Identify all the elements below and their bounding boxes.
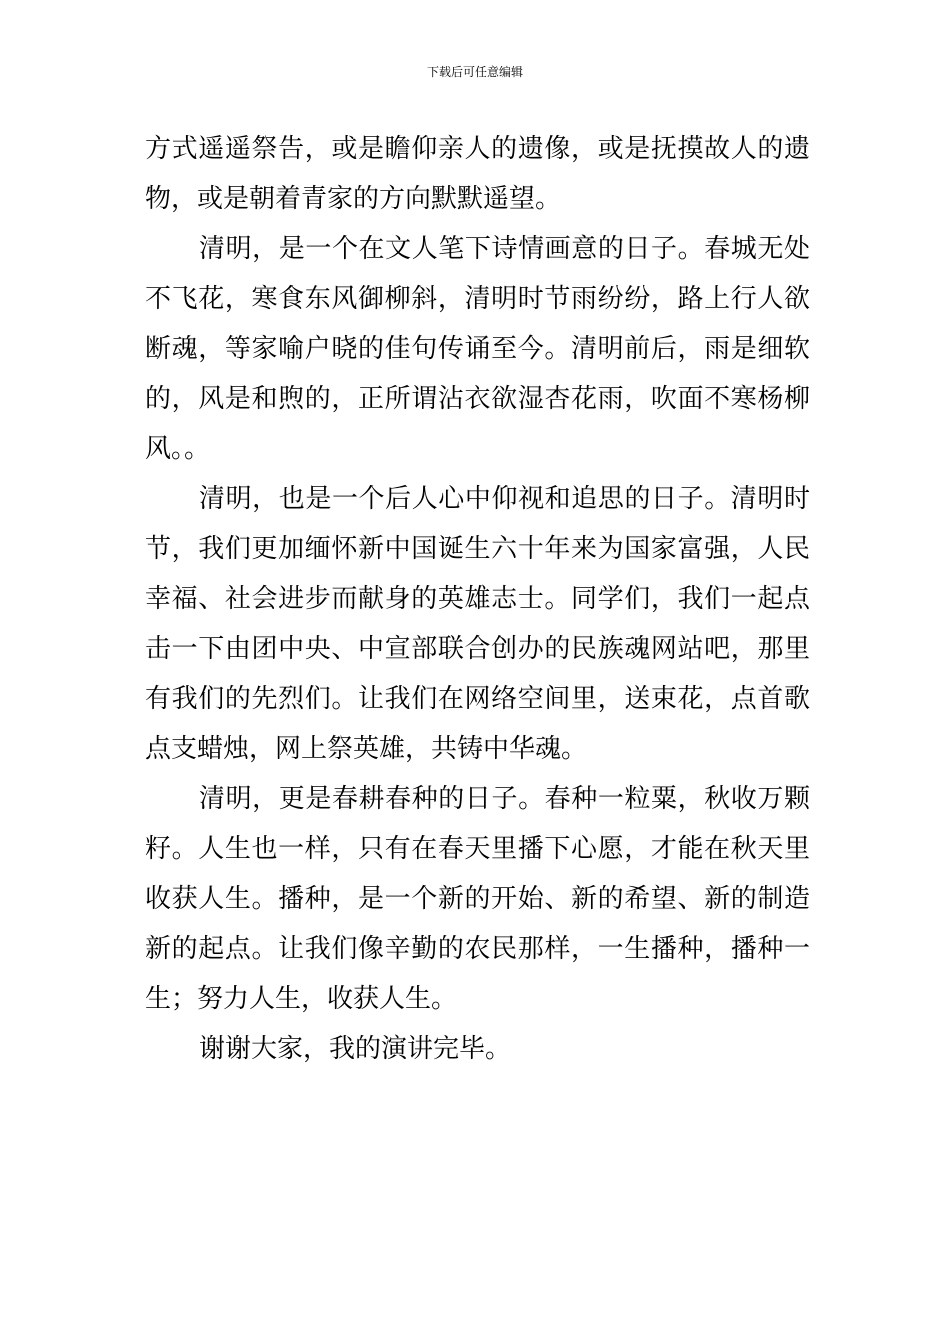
text-line: 不飞花，寒食东风御柳斜，清明时节雨纷纷，路上行人欲	[145, 284, 810, 314]
text-line: 方式遥遥祭告，或是瞻仰亲人的遗像，或是抚摸故人的遗	[145, 134, 810, 164]
text-line: 幸福、社会进步而献身的英雄志士。同学们，我们一起点	[145, 584, 810, 614]
text-line: 清明，更是春耕春种的日子。春种一粒粟，秋收万颗	[199, 784, 810, 814]
text-line: 谢谢大家，我的演讲完毕。	[199, 1034, 512, 1064]
text-line: 清明，也是一个后人心中仰视和追思的日子。清明时	[199, 484, 810, 514]
text-line: 清明，是一个在文人笔下诗情画意的日子。春城无处	[199, 234, 810, 264]
text-line: 新的起点。让我们像辛勤的农民那样，一生播种，播种一	[145, 934, 810, 964]
text-line: 的，风是和煦的，正所谓沾衣欲湿杏花雨，吹面不寒杨柳	[145, 384, 810, 414]
text-line: 有我们的先烈们。让我们在网络空间里，送束花，点首歌	[145, 684, 810, 714]
text-line: 风。。	[145, 434, 211, 464]
text-line: 籽。人生也一样，只有在春天里播下心愿，才能在秋天里	[145, 834, 810, 864]
text-line: 收获人生。播种，是一个新的开始、新的希望、新的制造	[145, 884, 810, 914]
text-line: 物，或是朝着青家的方向默默遥望。	[145, 184, 562, 214]
text-line: 击一下由团中央、中宣部联合创办的民族魂网站吧，那里	[145, 634, 810, 664]
text-line: 节，我们更加缅怀新中国诞生六十年来为国家富强，人民	[145, 534, 810, 564]
text-line: 断魂，等家喻户晓的佳句传诵至今。清明前后，雨是细软	[145, 334, 810, 364]
text-line: 生；努力人生，收获人生。	[145, 984, 458, 1014]
text-line: 点支蜡烛，网上祭英雄，共铸中华魂。	[145, 734, 588, 764]
document-body	[145, 124, 810, 1074]
page-header: 下载后可任意编辑	[426, 65, 523, 79]
